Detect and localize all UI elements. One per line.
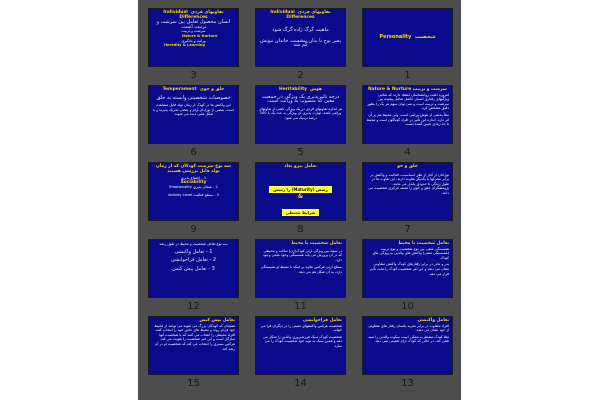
- slide-header: تعامل فراخوانشی: [302, 318, 342, 323]
- slide-number: 1: [404, 70, 411, 81]
- slide-text: انسان محصول تعامل بین سرشت و تربیت است.: [156, 19, 231, 30]
- slide-row-2: [148, 85, 453, 162]
- slide-text: سطح ارثی هرکس علاوه بر اینکه با محیط او همبستگی دارد، به آن شکل هم می دهد.: [260, 265, 342, 274]
- slide-thumbnail-13[interactable]: [362, 316, 453, 375]
- slide-cell-14: [255, 316, 346, 393]
- slide-text: افراد محیطی را انتخاب می کنند که با شخصیت آنها سازگار است و این امر شخصیت را تقویت می کند.: [159, 332, 235, 342]
- slide-text: هر اندازه تفاوتهای فردی در یک ویژگی ناشی از تفاوتهای وراثتی باشد، توارث پذیری آن ویژگی به عدد یک یا 100 درصد نزدیک می شود.: [258, 106, 342, 120]
- slide-number: 5: [297, 147, 304, 158]
- slide-text: 1 - تعامل واکنشی: [174, 248, 213, 255]
- slide-header: تعامل نیرو بعاد: [284, 164, 317, 169]
- slide-thumbnail-2[interactable]: [255, 8, 346, 67]
- slide-text: 2 - هیجان پذیری Emotionality: [169, 185, 218, 190]
- slide-number: 10: [401, 301, 414, 312]
- slide-text: ماهیت گرگ زاده گرگ شود: [272, 27, 329, 34]
- slide-header: تعامل شخصیت با محیط: [291, 241, 342, 246]
- slide-number: 9: [190, 224, 197, 235]
- slide-text: امروزه اغلب روانشناسان اعتقاد دارند که تمامی ویژگیهای رفتاری انسان حاصل تعامل پیچیده بین سرشت و تربیت است و نمی توان سهم هر یک را بطور دقیق مشخص کرد.: [367, 92, 449, 111]
- slide-thumbnail-4[interactable]: [362, 85, 453, 144]
- slide-number: 12: [187, 301, 200, 312]
- slide-row-3: [148, 162, 453, 239]
- slide-thumbnail-12[interactable]: [148, 239, 239, 298]
- slide-cell-10: [362, 239, 453, 316]
- slide-number: 2: [297, 70, 304, 81]
- slide-text: &: [297, 192, 304, 200]
- slide-row-1: [148, 8, 453, 85]
- slide-cell-4: [362, 85, 453, 162]
- slide-thumbnail-grid: [148, 8, 453, 393]
- slide-cell-1: [362, 8, 453, 85]
- slide-header: تفاوتهای فردی Individual Differences: [270, 10, 331, 20]
- slide-text: درجه تاثیرپذیری یک ویژگی در جمعیت معین که منسوب به وراثت است.: [261, 93, 340, 105]
- slide-cell-7: [362, 162, 453, 239]
- slide-cell-13: [362, 316, 453, 393]
- slide-text: در نتیجه بین ویژگی ارثی کودک(ژن) سالانه و محیطی که در آن پرورش می یابد همبستگی وجود مثبتی وجود دارد.: [263, 248, 342, 262]
- slide-text: پدر و مادر در برابر رفتارهای کودک واکنش متفاوتی نشان می دهند و این امر شخصیت کودک را تحت تأثیر قرار می دهد.: [369, 262, 449, 276]
- slide-text: Sociability: [180, 179, 207, 185]
- slide-text: وراثت و یادگیری: [181, 38, 206, 43]
- slide-text: 3 - تعامل پیش کنش: [172, 265, 215, 272]
- slide-text: مثلا کودک مضطرب ممکن است سکوت والدین را تنبیه تلقی کند، در حالی که کودک آرام اهمیتی نمی دهد.: [368, 334, 449, 344]
- slide-number: 3: [190, 70, 197, 81]
- slide-thumbnail-15[interactable]: [148, 316, 239, 375]
- slide-cell-15: [148, 316, 239, 393]
- slide-header: خلق و خو: [397, 164, 418, 169]
- slide-cell-6: [148, 85, 239, 162]
- slide-highlight-box: شرایط محیطی: [282, 209, 320, 216]
- slide-text: هرکس بستری را انتخاب می کند که شخصیت او در آن رشد کند.: [154, 341, 235, 351]
- slide-number: 8: [297, 224, 304, 235]
- slide-row-5: [148, 316, 453, 393]
- slide-header: هوش Heritability: [279, 87, 322, 92]
- slide-thumbnail-14[interactable]: [255, 316, 346, 375]
- slide-thumbnail-11[interactable]: [255, 239, 346, 298]
- slide-cell-3: [148, 8, 239, 85]
- slide-text: 2 - تعامل فراخوانشی: [170, 257, 217, 264]
- slide-text: همبستگی منفی بین نوع شخصیت و نوع تربیت (همبستگی منفی) واکنش های والدین به ویژگی های کودک.: [372, 246, 449, 260]
- slide-text: شخصیت کودک سبک فرزندپروری والدین را شکل می دهد و همین سبک به نوبه خود شخصیت کودک را می سازد.: [262, 334, 342, 348]
- slide-thumbnail-8[interactable]: [255, 162, 346, 221]
- slide-thumbnail-9[interactable]: [148, 162, 239, 221]
- slide-thumbnail-1[interactable]: [362, 8, 453, 67]
- slide-text: مثلاً بخشی از هوش وراثتی است، ولی محیط هم بر آن اثر دارد. اندازه این تأثیر در افراد گوناگون است و محیط تا حد زیادی تعیین کننده است.: [366, 112, 449, 127]
- slide-text: همچنان که کودکان بزرگ می شوند می توانند از محیط خود فراتر روند و محیط های خاص خود را انتخاب کنند.: [154, 323, 235, 333]
- slide-header: تعامل شخصیت با محیط: [398, 241, 449, 246]
- slide-thumbnail-5[interactable]: [255, 85, 346, 144]
- slide-text: پژوهشگران خلق و خوی را هسته مرکزی شخصیت می دانند.: [368, 186, 449, 195]
- slide-header: تعامل واکنشی: [417, 318, 449, 323]
- slide-number: 7: [404, 224, 411, 235]
- slide-text: شخصیت هرکس واکنشهای معینی را در دیگران فرا می خواند.: [260, 323, 342, 333]
- slide-text: پسر نوح با بدان بنشست خاندان نبوتش گم شد: [259, 37, 341, 49]
- slide-cell-8: [255, 162, 346, 239]
- slide-text: 3 - سطح فعالیت Activity Level: [168, 192, 219, 197]
- slide-title: شخصیت Personality: [379, 34, 436, 41]
- slide-header: خلق و خوی Temperament: [162, 87, 225, 92]
- slide-text: Nature & Nurture: [182, 33, 218, 38]
- slide-cell-11: [255, 239, 346, 316]
- slide-text: افراد متفاوت در برابر تجربه یکسان رفتار های متفاوتی از خود نشان می دهند.: [368, 323, 449, 333]
- slide-number: 15: [187, 378, 200, 389]
- slide-thumbnail-10[interactable]: [362, 239, 453, 298]
- slide-cell-5: [255, 85, 346, 162]
- slide-cell-9: [148, 162, 239, 239]
- slide-number: 11: [294, 301, 307, 312]
- slide-header: سه نوع سرشت کودکان که از زمان تولد قابل بررسی هستند: [156, 164, 231, 174]
- slide-thumbnail-6[interactable]: [148, 85, 239, 144]
- slide-text: سرشت و تربیت: [181, 29, 206, 34]
- slide-header: سه نوع تعامل شخصیت و محیط در طول رشد: [159, 242, 228, 246]
- slide-thumbnail-7[interactable]: [362, 162, 453, 221]
- slide-number: 14: [294, 378, 307, 389]
- slide-text: خصوصیات شخصیتی وابسته به خلق: [156, 94, 231, 101]
- slide-row-4: [148, 239, 453, 316]
- slide-cell-2: [255, 8, 346, 85]
- slide-text: 1 - اجتماع پذیری: [180, 176, 207, 181]
- slide-number: 4: [404, 147, 411, 158]
- slide-text: این واکنش ها در کودک از زمان تولد قابل مشاهده است. بعضی از نوزادان آرام و بعضی تحریک پذیرند و با شکل هایی دیده می شوند.: [152, 103, 235, 117]
- slide-text: نوزادان از آغاز از نظر حساسیت، فعالیت و واکنش در برابر محرکها با یکدیگر تفاوت دارند. این تفاوت ها در طول زندگی تا حدودی پایدار می مانند.: [370, 172, 449, 186]
- slide-highlight-box: رسش (Maturity) را رسش: [269, 186, 332, 193]
- slide-header: تفاوتهای فردی Individual Differences: [163, 10, 224, 20]
- slide-text: Heredity & Learning: [164, 43, 206, 48]
- slide-number: 13: [401, 378, 414, 389]
- slide-cell-12: [148, 239, 239, 316]
- slide-number: 6: [190, 147, 197, 158]
- slide-sorter-pane: [138, 0, 461, 400]
- slide-thumbnail-3[interactable]: [148, 8, 239, 67]
- slide-header: تعامل پیش کنش: [199, 318, 235, 323]
- slide-header: سرشت و تربیت Nature & Nurture: [367, 87, 448, 92]
